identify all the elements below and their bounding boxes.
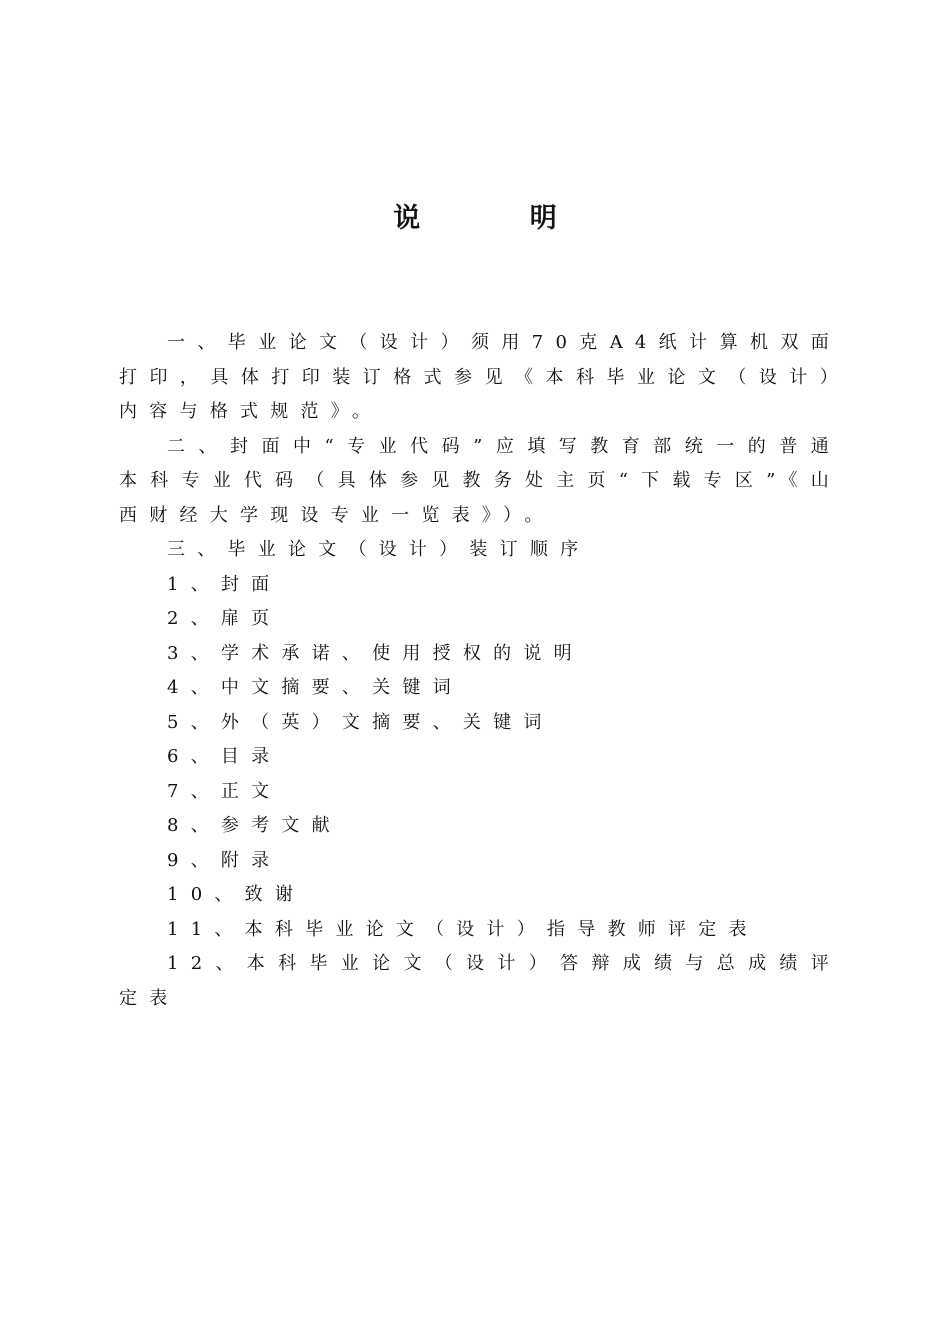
paragraph-printing-requirements: 一、毕业论文（设计）须用70克A4纸计算机双面打印，具体打印装订格式参见《本科毕业论文（设计）内容与格式规范》。 [119,332,841,422]
list-item: 11、本科毕业论文（设计）指导教师评定表 [167,918,759,940]
list-item: 6、目录 [167,746,282,767]
list-item: 9、附录 [167,849,282,871]
list-item: 10、致谢 [167,884,306,905]
list-item: 5、外（英）文摘要、关键词 [167,711,554,733]
document-body [119,326,841,1016]
list-item: 3、学术承诺、使用授权的说明 [167,642,584,664]
list-item: 8、参考文献 [167,815,342,836]
list-item: 12、本科毕业论文（设计）答辩成绩与总成绩评定表 [119,953,841,1009]
list-item: 1、封面 [167,573,282,595]
list-item: 4、中文摘要、关键词 [167,677,463,698]
page-title: 说 明 [393,203,607,234]
list-item: 2、扉页 [167,608,282,629]
list-item: 7、正文 [167,780,282,802]
paragraph-major-code: 二、封面中“专业代码”应填写教育部统一的普通本科专业代码（具体参见教务处主页“下载专区”《山西财经大学现设专业一览表》）。 [119,435,841,526]
paragraph-binding-order-heading: 三、毕业论文（设计）装订顺序 [167,539,591,560]
binding-order-list [119,568,841,1017]
